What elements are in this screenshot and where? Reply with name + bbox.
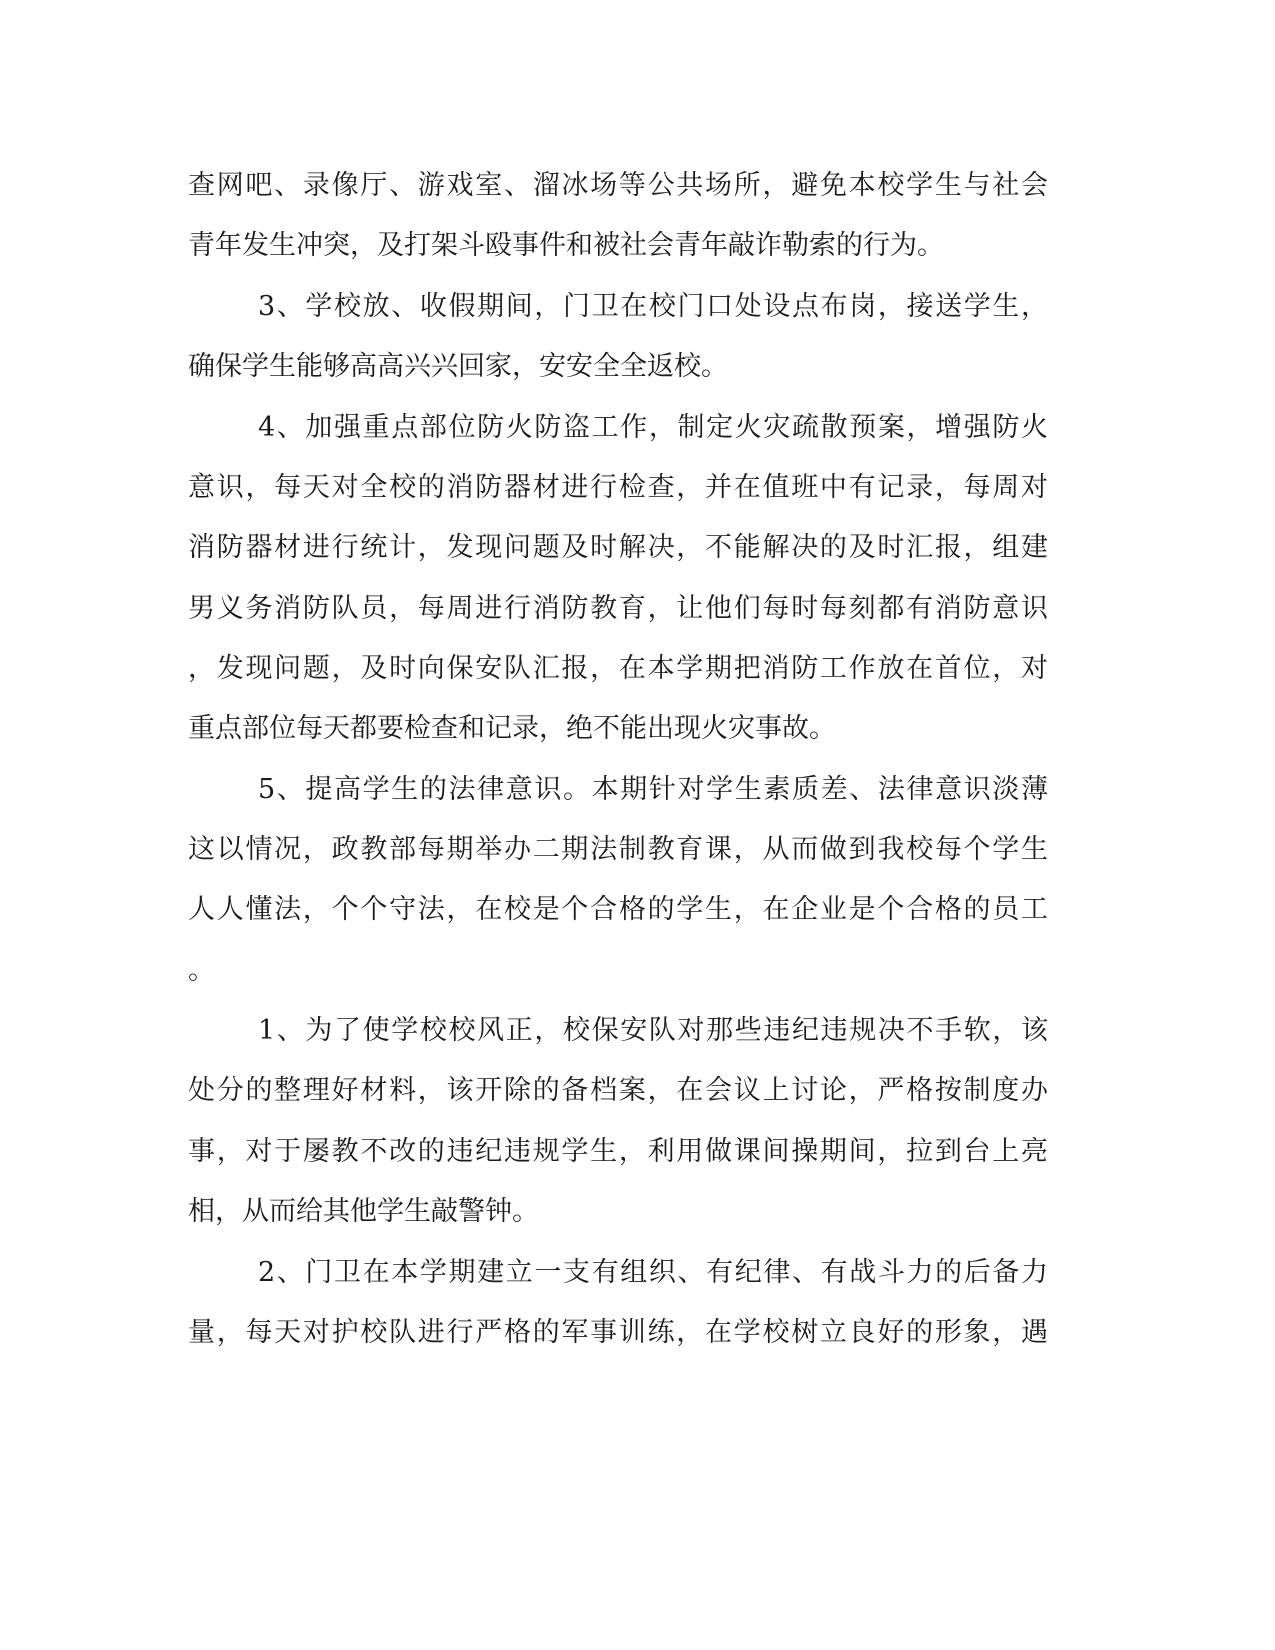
paragraph-line: 5、提高学生的法律意识。本期针对学生素质差、法律意识淡薄 xyxy=(258,774,1048,805)
paragraph-line: ，发现问题，及时向保安队汇报，在本学期把消防工作放在首位，对 xyxy=(188,653,1048,684)
paragraph-line: 1、为了使学校校风正，校保安队对那些违纪违规决不手软，该 xyxy=(258,1015,1048,1046)
paragraph-line: 2、门卫在本学期建立一支有组织、有纪律、有战斗力的后备力 xyxy=(258,1257,1048,1288)
paragraph-line: 这以情况，政教部每期举办二期法制教育课，从而做到我校每个学生 xyxy=(188,834,1048,865)
paragraph-line: 青年发生冲突，及打架斗殴事件和被社会青年敲诈勒索的行为。 xyxy=(188,230,944,261)
paragraph-line: 处分的整理好材料，该开除的备档案，在会议上讨论，严格按制度办 xyxy=(188,1075,1048,1106)
paragraph-line: 量，每天对护校队进行严格的军事训练，在学校树立良好的形象，遇 xyxy=(188,1317,1048,1348)
paragraph-line: 4、加强重点部位防火防盗工作，制定火灾疏散预案，增强防火 xyxy=(258,412,1048,443)
paragraph-line: 事，对于屡教不改的违纪违规学生，利用做课间操期间，拉到台上亮 xyxy=(188,1136,1048,1167)
paragraph-line: 相，从而给其他学生敲警钟。 xyxy=(188,1196,539,1227)
paragraph-line: 查网吧、录像厅、游戏室、溜冰场等公共场所，避免本校学生与社会 xyxy=(188,170,1048,201)
paragraph-line: 重点部位每天都要检查和记录，绝不能出现火灾事故。 xyxy=(188,713,836,744)
paragraph-line: 意识，每天对全校的消防器材进行检查，并在值班中有记录，每周对 xyxy=(188,472,1048,503)
paragraph-line: 3、学校放、收假期间，门卫在校门口处设点布岗，接送学生， xyxy=(258,291,1048,322)
paragraph-line: 男义务消防队员，每周进行消防教育，让他们每时每刻都有消防意识 xyxy=(188,593,1048,624)
paragraph-line: 。 xyxy=(188,955,215,986)
paragraph-line: 确保学生能够高高兴兴回家，安安全全返校。 xyxy=(188,351,728,382)
paragraph-line: 人人懂法，个个守法，在校是个合格的学生，在企业是个合格的员工 xyxy=(188,894,1048,925)
paragraph-line: 消防器材进行统计，发现问题及时解决，不能解决的及时汇报，组建 xyxy=(188,532,1048,563)
